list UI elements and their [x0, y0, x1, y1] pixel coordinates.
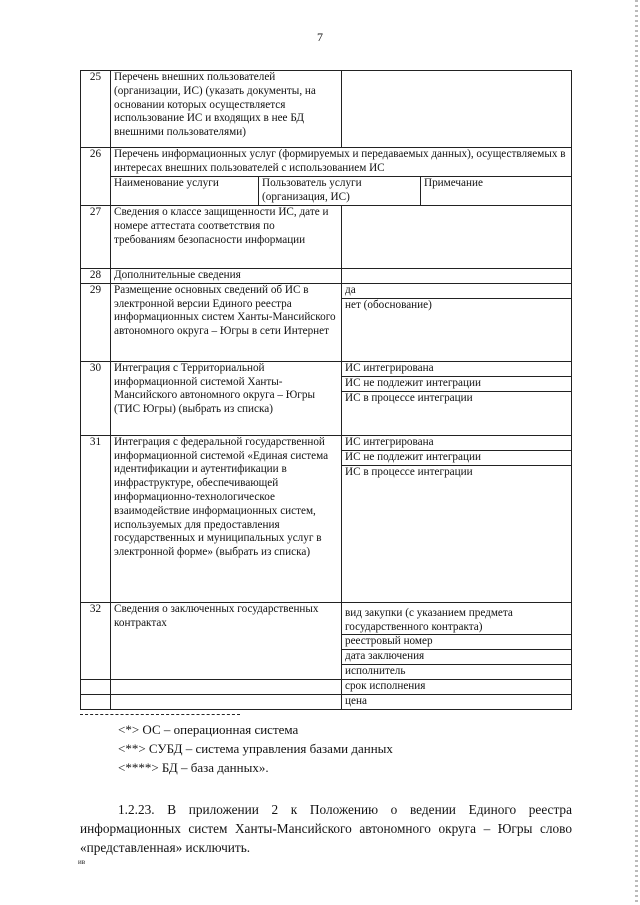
- field-purchase-type: вид закупки (с указанием предмета государственного контракта): [342, 602, 572, 635]
- field-deadline: срок исполнения: [342, 680, 572, 695]
- empty-cell: [111, 695, 342, 710]
- row-label: Размещение основных сведений об ИС в электронной версии Единого реестра информационных систем Ханты-Мансийского автономного округа – Югры в сети Интернет: [111, 283, 342, 361]
- row-label: Дополнительные сведения: [111, 269, 342, 284]
- option-integrated: ИС интегрирована: [345, 435, 434, 448]
- table-row: [81, 283, 572, 361]
- table-row: [81, 177, 572, 206]
- table-row: [81, 435, 572, 602]
- footnote: <****> БД – база данных».: [118, 760, 269, 775]
- table-row: [81, 695, 572, 710]
- footnote: <**> СУБД – система управления базами данных: [118, 741, 393, 756]
- option-integrated: ИС интегрирована: [345, 361, 434, 374]
- page-number: 7: [317, 30, 323, 44]
- table-row: [81, 602, 572, 635]
- col-header-user: Пользователь услуги (организация, ИС): [259, 177, 421, 206]
- body-paragraph: [80, 800, 572, 857]
- row-label: Перечень внешних пользователей (организации, ИС) (указать документы, на основании которых осуществляется использование ИС и входящих в нее БД внешними пользователями): [111, 71, 342, 148]
- row-number: 30: [81, 361, 111, 435]
- row-options: [342, 283, 572, 361]
- row-value: [342, 206, 572, 269]
- field-price: цена: [342, 695, 572, 710]
- col-header-note: Примечание: [421, 177, 572, 206]
- field-contractor: исполнитель: [342, 665, 572, 680]
- row-label: Сведения о заключенных государственных контрактах: [111, 602, 342, 680]
- option-yes: да: [345, 283, 356, 296]
- row-options: [342, 361, 572, 435]
- row-label: Интеграция с Территориальной информационной системой Ханты-Мансийского автономного округа – Югры (ТИС Югры) (выбрать из списка): [111, 361, 342, 435]
- col-header-service: Наименование услуги: [111, 177, 259, 206]
- option-not-subject: ИС не подлежит интеграции: [342, 376, 571, 391]
- table-row: [81, 71, 572, 148]
- row-number: 26: [81, 148, 111, 206]
- option-not-subject: ИС не подлежит интеграции: [342, 450, 571, 465]
- row-number: 27: [81, 206, 111, 269]
- footnote: <*> ОС – операционная система: [118, 722, 299, 737]
- table-row: [81, 148, 572, 177]
- row-number: 31: [81, 435, 111, 602]
- row-number: 29: [81, 283, 111, 361]
- table-row: [81, 361, 572, 435]
- scan-edge: [635, 0, 638, 905]
- row-value: [342, 71, 572, 148]
- empty-cell: [111, 680, 342, 695]
- table-row: [81, 206, 572, 269]
- paragraph-text: 1.2.23. В приложении 2 к Положению о ведении Единого реестра информационных систем Ханты-Мансийского автономного округа – Югры слово «представленная» исключить.: [80, 802, 572, 855]
- row-label: Сведения о классе защищенности ИС, дате и номере аттестата соответствия по требованиям безопасности информации: [111, 206, 342, 269]
- registry-table: [80, 70, 572, 710]
- table-row: [81, 269, 572, 284]
- row-number: 25: [81, 71, 111, 148]
- row-label: Интеграция с федеральной государственной информационной системой «Единая система идентификации и аутентификации в инфраструктуре, обеспечивающей информационно-технологическое взаимодействие информационных систем, используемых для предоставления государственных и муниципальных услуг в электронной форме» (выбрать из списка): [111, 435, 342, 602]
- empty-cell: [81, 695, 111, 710]
- row-number: 32: [81, 602, 111, 680]
- option-no: нет (обоснование): [342, 298, 571, 313]
- field-conclusion-date: дата заключения: [342, 650, 572, 665]
- table-row: [81, 680, 572, 695]
- footnote-separator: [80, 714, 240, 715]
- row-options: [342, 435, 572, 602]
- empty-cell: [81, 680, 111, 695]
- row-value: [342, 269, 572, 284]
- page-mark: ив: [78, 858, 86, 866]
- row-label: Перечень информационных услуг (формируемых и передаваемых данных), осуществляемых в интересах внешних пользователей с использованием ИС: [111, 148, 572, 177]
- option-in-progress: ИС в процессе интеграции: [342, 391, 571, 406]
- option-in-progress: ИС в процессе интеграции: [342, 465, 571, 480]
- row-number: 28: [81, 269, 111, 284]
- field-registry-number: реестровый номер: [342, 635, 572, 650]
